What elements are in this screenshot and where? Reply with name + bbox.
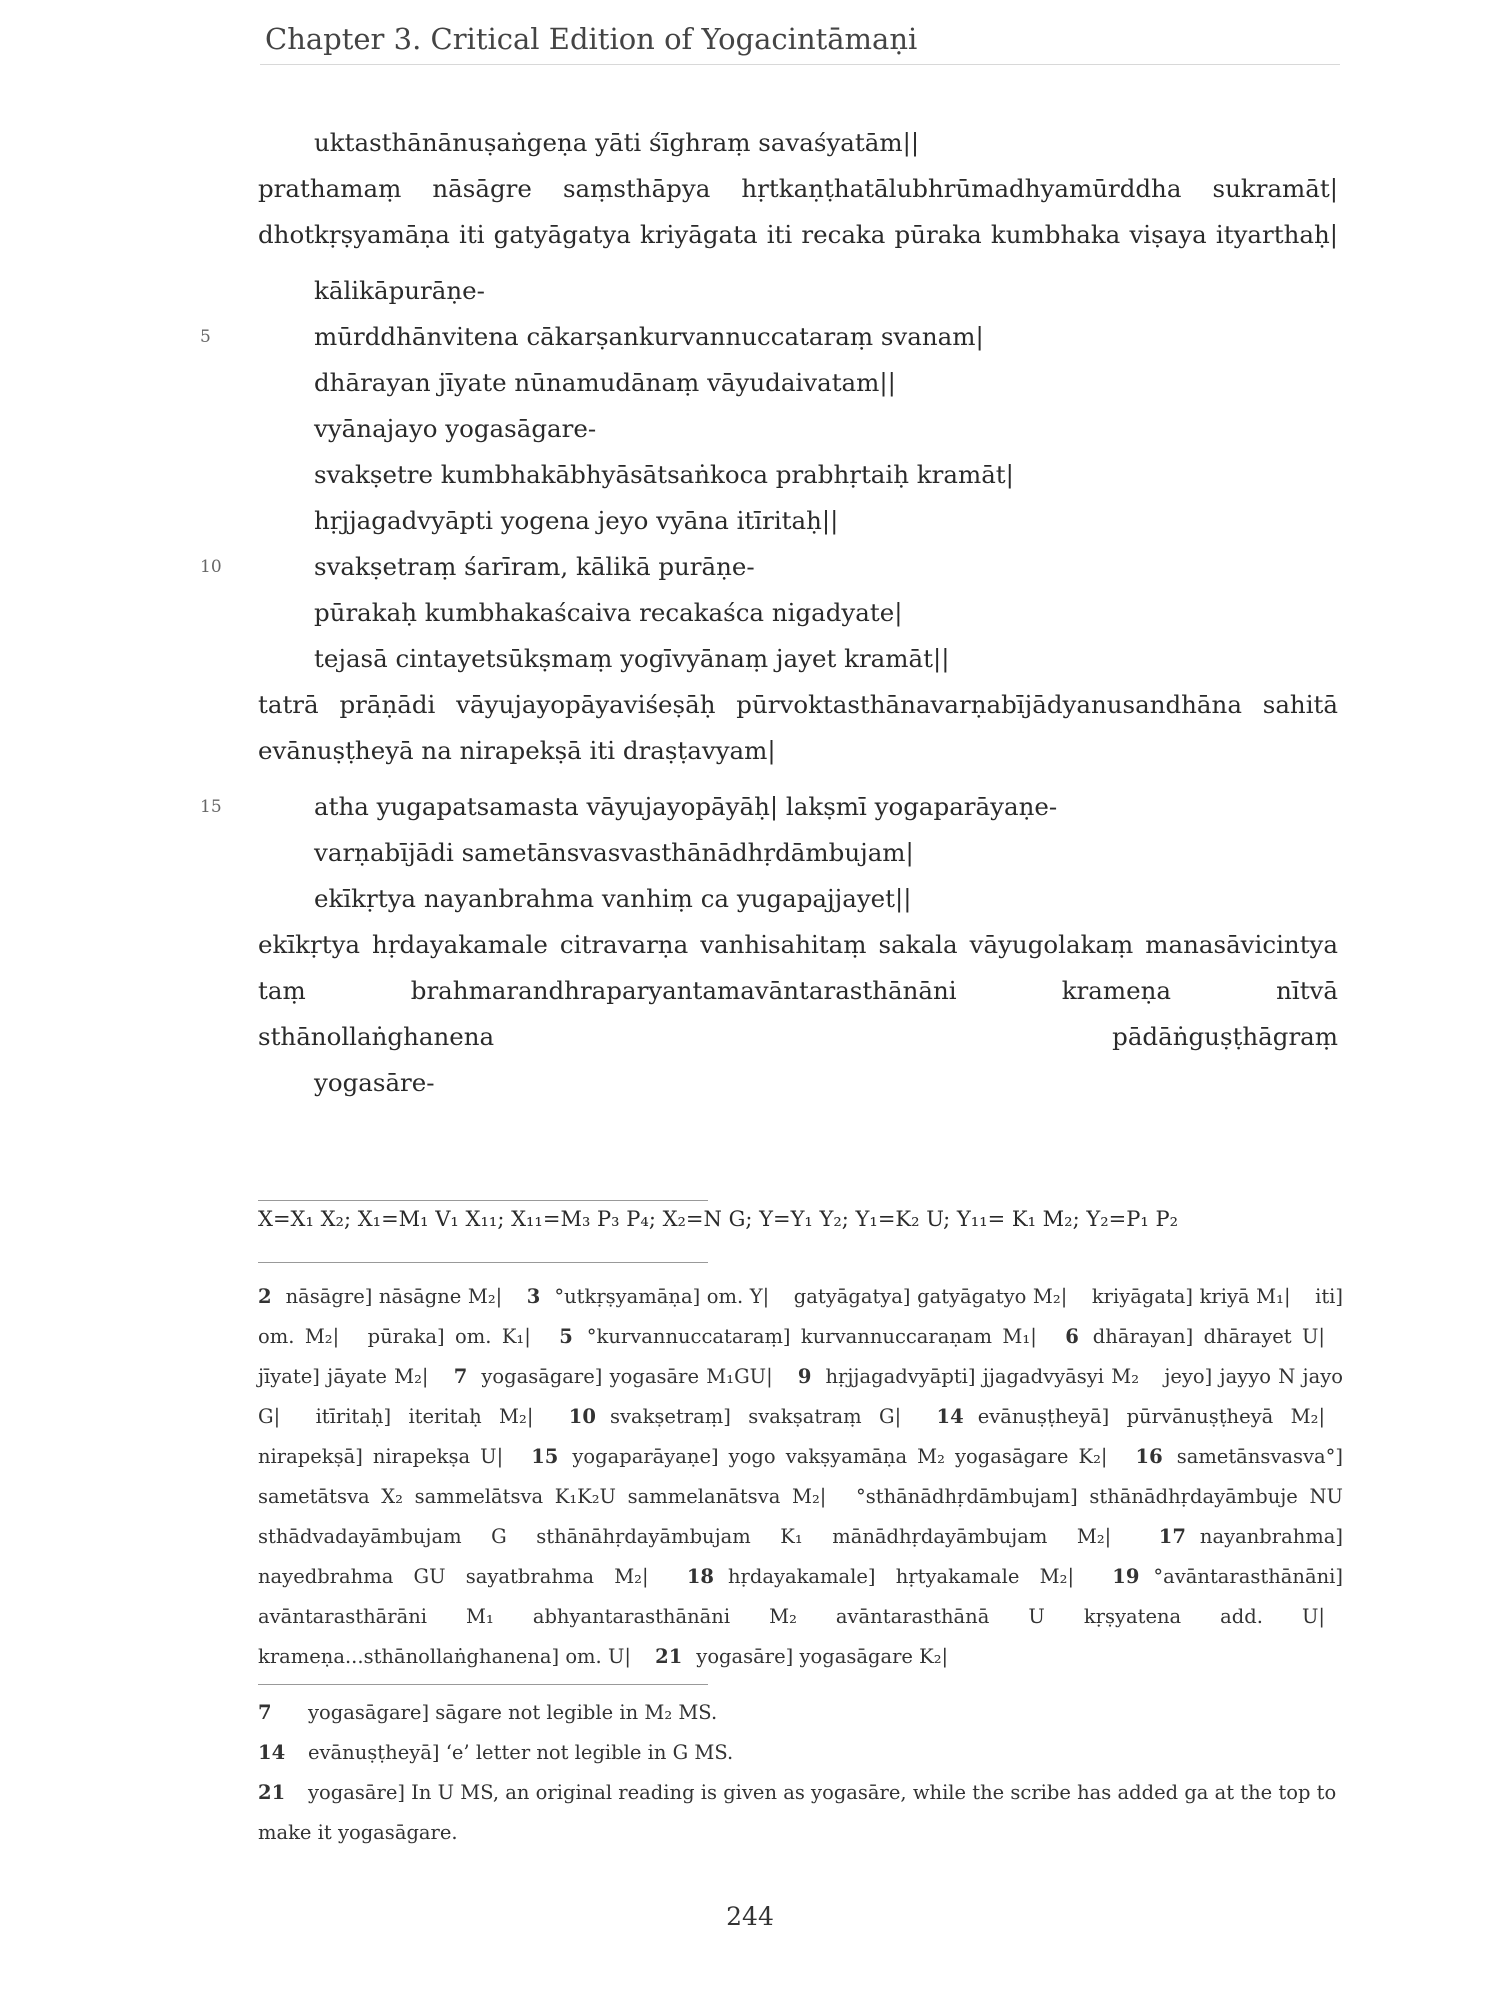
- footnote-text: yogasāgare] sāgare not legible in M₂ MS.: [308, 1701, 718, 1724]
- apparatus-line-ref: 14: [936, 1405, 964, 1428]
- line-number: 15: [200, 797, 222, 817]
- text-line: [258, 968, 1338, 1014]
- apparatus-line-ref: 6: [1065, 1325, 1079, 1348]
- apparatus-rule: [258, 1262, 708, 1263]
- sigla-top-rule: [258, 1200, 708, 1201]
- apparatus-line-ref: 15: [531, 1445, 559, 1468]
- apparatus-reading: evānuṣṭheyā] pūrvānuṣṭheyā M₂|: [977, 1405, 1326, 1428]
- text-line: [258, 360, 1338, 406]
- apparatus-entry: [316, 1405, 552, 1428]
- text-line: [258, 728, 1338, 774]
- footnote-line-ref: 21: [258, 1781, 286, 1804]
- text-line: [258, 876, 1338, 922]
- footnotes: [258, 1684, 1343, 1853]
- line-text: yogasāre-: [314, 1068, 435, 1097]
- sigla-block: [258, 1200, 1338, 1247]
- apparatus-reading: kriyāgata] kriyā M₁|: [1091, 1285, 1291, 1308]
- apparatus-entry: [368, 1325, 549, 1348]
- line-text: sthānollaṅghanena pādāṅguṣṭhāgraṃ: [258, 1022, 1338, 1051]
- apparatus-line-ref: 16: [1135, 1445, 1163, 1468]
- footnote-line-ref: 14: [258, 1741, 286, 1764]
- text-line: [258, 212, 1338, 258]
- text-line: [258, 268, 1338, 314]
- apparatus-reading: gatyāgatya] gatyāgatyo M₂|: [793, 1285, 1068, 1308]
- page-number: 244: [726, 1902, 774, 1931]
- apparatus-reading: jīyate] jāyate M₂|: [258, 1365, 429, 1388]
- text-line: [258, 682, 1338, 728]
- line-number: 5: [200, 327, 211, 347]
- footnote-text: evānuṣṭheyā] ‘e’ letter not legible in G MS.: [308, 1741, 734, 1764]
- footnote: [258, 1733, 1343, 1773]
- text-line: [258, 498, 1338, 544]
- text-line: [200, 544, 1338, 590]
- footnote-list: [258, 1693, 1343, 1853]
- line-text: prathamaṃ nāsāgre saṃsthāpya hṛtkaṇṭhatālubhrūmadhyamūrddha sukramāt|: [258, 174, 1338, 203]
- apparatus-line-ref: 18: [686, 1565, 714, 1588]
- text-line: [258, 452, 1338, 498]
- footnote-text: yogasāre] In U MS, an original reading is given as yogasāre, while the scribe has added ga at the top to make it yogasāgare.: [258, 1781, 1337, 1844]
- apparatus-line-ref: 2: [258, 1285, 272, 1308]
- line-text: dhotkṛṣyamāṇa iti gatyāgatya kriyāgata iti recaka pūraka kumbhaka viṣaya ityarthaḥ|: [258, 220, 1338, 249]
- apparatus-reading: yogasāre] yogasāgare K₂|: [696, 1645, 949, 1668]
- running-head: Chapter 3. Critical Edition of Yogacintāmaṇi: [265, 22, 918, 56]
- apparatus-line-ref: 7: [453, 1365, 468, 1388]
- apparatus-reading: °sthānādhṛdāmbujam] sthānādhṛdayāmbuje NU sthādvadayāmbujam G sthānāhṛdayāmbujam K₁ mānādhṛdayāmbujam M₂|: [258, 1485, 1343, 1548]
- footnote: [258, 1693, 1343, 1733]
- apparatus-reading: dhārayan] dhārayet U|: [1092, 1325, 1326, 1348]
- apparatus-reading: svakṣetraṃ] svakṣatraṃ G|: [609, 1405, 902, 1428]
- line-text: uktasthānānuṣaṅgeṇa yāti śīghraṃ savaśyatām||: [314, 128, 920, 157]
- line-text: ekīkṛtya nayanbrahma vanhiṃ ca yugapajjayet||: [314, 884, 912, 913]
- apparatus-entry: [258, 1645, 649, 1668]
- text-line: [258, 120, 1338, 166]
- apparatus-entry: [1065, 1325, 1343, 1348]
- apparatus-entry: [687, 1565, 1092, 1588]
- apparatus-reading: hṛdayakamale] hṛtyakamale M₂|: [727, 1565, 1075, 1588]
- apparatus-reading: nāsāgre] nāsāgne M₂|: [285, 1285, 503, 1308]
- apparatus-entry: [258, 1285, 520, 1308]
- apparatus-line-ref: 19: [1112, 1565, 1140, 1588]
- apparatus-reading: nirapekṣā] nirapekṣa U|: [258, 1445, 504, 1468]
- line-text: tatrā prāṇādi vāyujayopāyaviśeṣāḥ pūrvoktasthānavarṇabījādyanusandhāna sahitā: [258, 690, 1338, 719]
- sigla-line: X=X₁ X₂; X₁=M₁ V₁ X₁₁; X₁₁=M₃ P₃ P₄; X₂=N G; Y=Y₁ Y₂; Y₁=K₂ U; Y₁₁= K₁ M₂; Y₂=P₁ P₂: [258, 1207, 1178, 1231]
- apparatus-reading: °kurvannuccataraṃ] kurvannuccaraṇam M₁|: [586, 1325, 1037, 1348]
- main-text: [200, 120, 1338, 1106]
- line-text: mūrddhānvitena cākarṣankurvannuccataraṃ svanam|: [314, 322, 984, 351]
- text-line: [258, 1014, 1338, 1060]
- line-text: svakṣetraṃ śarīram, kālikā purāṇe-: [314, 552, 755, 581]
- apparatus-reading: itīritaḥ] iteritaḥ M₂|: [315, 1405, 534, 1428]
- apparatus-reading: jeyo] jayyo N jayo G|: [258, 1365, 1343, 1428]
- text-line: [258, 830, 1338, 876]
- line-text: vyānajayo yogasāgare-: [314, 414, 597, 443]
- apparatus-reading: yogaparāyaṇe] yogo vakṣyamāṇa M₂ yogasāgare K₂|: [572, 1445, 1108, 1468]
- text-line: [258, 636, 1338, 682]
- footnotes-rule: [258, 1684, 708, 1685]
- apparatus-entry: [569, 1405, 919, 1428]
- apparatus-entry: [655, 1645, 966, 1668]
- apparatus-line-ref: 3: [526, 1285, 541, 1308]
- line-text: evānuṣṭheyā na nirapekṣā iti draṣṭavyam|: [258, 736, 776, 765]
- line-text: hṛjjagadvyāpti yogena jeyo vyāna itīritaḥ||: [314, 506, 839, 535]
- apparatus-reading: pūraka] om. K₁|: [367, 1325, 531, 1348]
- apparatus-entry: [258, 1365, 446, 1388]
- line-text: taṃ brahmarandhraparyantamavāntarasthānāni krameṇa nītvā: [258, 976, 1338, 1005]
- line-text: ekīkṛtya hṛdayakamale citravarṇa vanhisahitaṃ sakala vāyugolakaṃ manasāvicintya: [258, 930, 1338, 959]
- apparatus-reading: nayanbrahma] nayedbrahma GU sayatbrahma M₂|: [258, 1525, 1343, 1588]
- line-gap: [258, 774, 1338, 784]
- line-number: 10: [200, 557, 222, 577]
- text-line: [258, 406, 1338, 452]
- line-text: pūrakaḥ kumbhakaścaiva recakaśca nigadyate|: [314, 598, 903, 627]
- line-text: varṇabījādi sametānsvasvasthānādhṛdāmbujam|: [314, 838, 914, 867]
- apparatus-entries: [258, 1277, 1343, 1677]
- line-gap: [258, 258, 1338, 268]
- apparatus-line-ref: 21: [655, 1645, 683, 1668]
- apparatus-entry: [258, 1445, 521, 1468]
- apparatus-reading: °utkṛṣyamāṇa] om. Y|: [554, 1285, 770, 1308]
- footnote-line-ref: 7: [258, 1701, 272, 1724]
- line-text: svakṣetre kumbhakābhyāsātsaṅkoca prabhṛtaiḥ kramāt|: [314, 460, 1014, 489]
- line-text: dhārayan jīyate nūnamudānaṃ vāyudaivatam||: [314, 368, 896, 397]
- critical-apparatus: [258, 1262, 1343, 1677]
- text-line: [258, 590, 1338, 636]
- apparatus-line-ref: 5: [559, 1325, 573, 1348]
- apparatus-entry: [1092, 1285, 1309, 1308]
- apparatus-line-ref: 17: [1158, 1525, 1186, 1548]
- apparatus-reading: sametānsvasva°] sametātsva X₂ sammelātsva K₁K₂U sammelanātsva M₂|: [258, 1445, 1344, 1508]
- apparatus-reading: iti] om. M₂|: [258, 1285, 1344, 1348]
- apparatus-entry: [559, 1325, 1055, 1348]
- apparatus-entry: [454, 1365, 791, 1388]
- text-line: [258, 1060, 1338, 1106]
- line-text: tejasā cintayetsūkṣmaṃ yogīvyānaṃ jayet kramāt||: [314, 644, 950, 673]
- apparatus-reading: yogasāgare] yogasāre M₁GU|: [481, 1365, 773, 1388]
- line-text: atha yugapatsamasta vāyujayopāyāḥ| lakṣmī yogaparāyaṇe-: [314, 792, 1058, 821]
- apparatus-reading: krameṇa...sthānollaṅghanena] om. U|: [258, 1645, 631, 1668]
- apparatus-reading: °avāntarasthānāni] avāntarasthārāni M₁ abhyantarasthānāni M₂ avāntarasthānā U kṛṣyatena add. U|: [258, 1565, 1343, 1628]
- text-line: [200, 784, 1338, 830]
- line-text: kālikāpurāṇe-: [314, 276, 485, 305]
- text-line: [258, 922, 1338, 968]
- apparatus-line-ref: 9: [797, 1365, 812, 1388]
- text-line: [258, 166, 1338, 212]
- apparatus-entry: [794, 1285, 1086, 1308]
- apparatus-line-ref: 10: [568, 1405, 596, 1428]
- apparatus-entry: [527, 1285, 787, 1308]
- apparatus-reading: hṛjjagadvyāpti] jjagadvyāsyi M₂: [825, 1365, 1140, 1388]
- apparatus-entry: [937, 1405, 1343, 1428]
- header-rule: [260, 64, 1340, 65]
- apparatus-entry: [531, 1445, 1125, 1468]
- text-line: [200, 314, 1338, 360]
- apparatus-entry: [798, 1365, 1157, 1388]
- footnote: [258, 1773, 1343, 1853]
